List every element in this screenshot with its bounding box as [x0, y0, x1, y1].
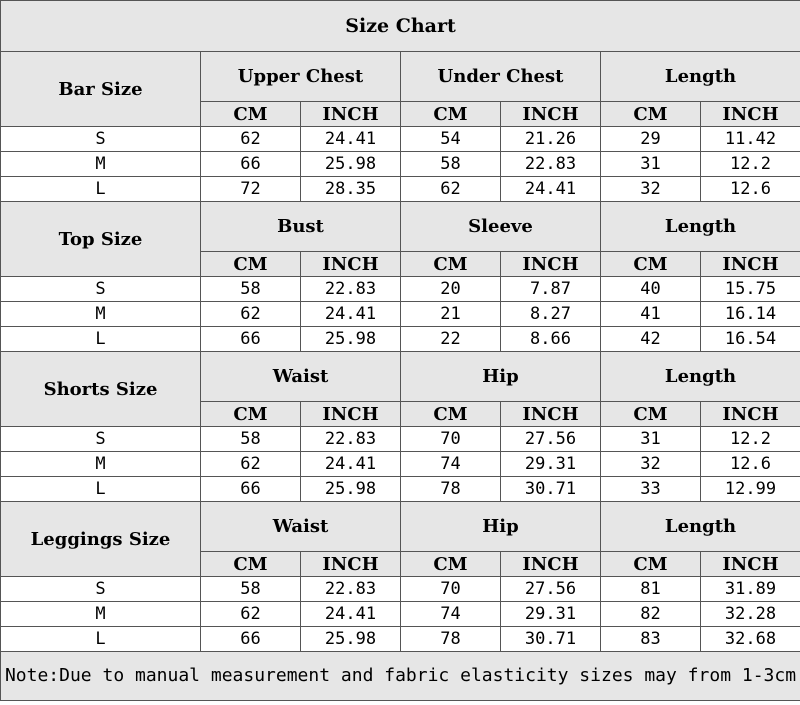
group-header: Length: [601, 502, 800, 552]
value-cell: 54: [401, 127, 501, 152]
table-row: [1, 177, 800, 202]
unit-header: CM: [201, 252, 301, 277]
table-row: [1, 302, 800, 327]
table-row: [1, 277, 800, 302]
unit-header: CM: [601, 402, 701, 427]
unit-header: CM: [201, 402, 301, 427]
unit-header: INCH: [701, 252, 800, 277]
size-cell: S: [1, 577, 201, 602]
size-cell: S: [1, 127, 201, 152]
size-cell: M: [1, 602, 201, 627]
section-label: Shorts Size: [1, 352, 201, 427]
value-cell: 33: [601, 477, 701, 502]
group-header: Waist: [201, 502, 401, 552]
table-row: [1, 152, 800, 177]
size-cell: M: [1, 452, 201, 477]
unit-header: INCH: [501, 102, 601, 127]
value-cell: 24.41: [301, 127, 401, 152]
table-row: [1, 452, 800, 477]
section-label: Top Size: [1, 202, 201, 277]
unit-header: CM: [401, 552, 501, 577]
unit-header: INCH: [301, 402, 401, 427]
group-header: Hip: [401, 352, 601, 402]
value-cell: 24.41: [501, 177, 601, 202]
value-cell: 40: [601, 277, 701, 302]
size-cell: L: [1, 627, 201, 652]
unit-header: INCH: [501, 552, 601, 577]
value-cell: 32: [601, 452, 701, 477]
unit-header: INCH: [501, 402, 601, 427]
value-cell: 12.99: [701, 477, 800, 502]
value-cell: 25.98: [301, 327, 401, 352]
value-cell: 22.83: [301, 427, 401, 452]
value-cell: 31.89: [701, 577, 800, 602]
value-cell: 66: [201, 152, 301, 177]
value-cell: 12.6: [701, 452, 800, 477]
value-cell: 22.83: [301, 277, 401, 302]
value-cell: 29.31: [501, 602, 601, 627]
value-cell: 27.56: [501, 577, 601, 602]
value-cell: 81: [601, 577, 701, 602]
size-cell: L: [1, 177, 201, 202]
value-cell: 66: [201, 327, 301, 352]
value-cell: 29.31: [501, 452, 601, 477]
table-row: [1, 327, 800, 352]
value-cell: 30.71: [501, 627, 601, 652]
unit-header: CM: [201, 552, 301, 577]
group-header: Waist: [201, 352, 401, 402]
size-cell: M: [1, 302, 201, 327]
value-cell: 24.41: [301, 602, 401, 627]
value-cell: 70: [401, 427, 501, 452]
unit-header: INCH: [701, 552, 800, 577]
unit-header: INCH: [501, 252, 601, 277]
value-cell: 21: [401, 302, 501, 327]
size-cell: M: [1, 152, 201, 177]
value-cell: 32: [601, 177, 701, 202]
value-cell: 16.54: [701, 327, 800, 352]
value-cell: 28.35: [301, 177, 401, 202]
value-cell: 58: [201, 427, 301, 452]
value-cell: 22.83: [501, 152, 601, 177]
unit-header: INCH: [301, 252, 401, 277]
group-header: Sleeve: [401, 202, 601, 252]
value-cell: 25.98: [301, 477, 401, 502]
value-cell: 58: [201, 577, 301, 602]
table-row: [1, 427, 800, 452]
value-cell: 72: [201, 177, 301, 202]
value-cell: 62: [201, 452, 301, 477]
value-cell: 27.56: [501, 427, 601, 452]
group-header: Under Chest: [401, 52, 601, 102]
value-cell: 22.83: [301, 577, 401, 602]
unit-header: CM: [401, 252, 501, 277]
unit-header: CM: [601, 102, 701, 127]
value-cell: 66: [201, 627, 301, 652]
unit-header: CM: [601, 252, 701, 277]
table-row: [1, 577, 800, 602]
table-row: [1, 627, 800, 652]
unit-header: CM: [601, 552, 701, 577]
value-cell: 42: [601, 327, 701, 352]
section-label: Leggings Size: [1, 502, 201, 577]
group-header: Length: [601, 352, 800, 402]
size-cell: S: [1, 427, 201, 452]
value-cell: 62: [201, 602, 301, 627]
value-cell: 8.66: [501, 327, 601, 352]
value-cell: 58: [201, 277, 301, 302]
unit-header: CM: [401, 102, 501, 127]
value-cell: 32.68: [701, 627, 800, 652]
table-row: [1, 127, 800, 152]
value-cell: 25.98: [301, 627, 401, 652]
value-cell: 21.26: [501, 127, 601, 152]
group-header: Length: [601, 202, 800, 252]
group-header: Length: [601, 52, 800, 102]
value-cell: 22: [401, 327, 501, 352]
size-cell: L: [1, 327, 201, 352]
unit-header: INCH: [701, 102, 800, 127]
value-cell: 62: [401, 177, 501, 202]
value-cell: 15.75: [701, 277, 800, 302]
unit-header: CM: [201, 102, 301, 127]
value-cell: 12.2: [701, 427, 800, 452]
value-cell: 20: [401, 277, 501, 302]
measurement-note: Note:Due to manual measurement and fabric elasticity sizes may from 1-3cm: [1, 652, 800, 701]
value-cell: 62: [201, 127, 301, 152]
value-cell: 12.2: [701, 152, 800, 177]
table-row: [1, 477, 800, 502]
table-row: [1, 602, 800, 627]
value-cell: 29: [601, 127, 701, 152]
value-cell: 70: [401, 577, 501, 602]
value-cell: 78: [401, 627, 501, 652]
value-cell: 31: [601, 152, 701, 177]
value-cell: 74: [401, 452, 501, 477]
value-cell: 8.27: [501, 302, 601, 327]
unit-header: CM: [401, 402, 501, 427]
value-cell: 16.14: [701, 302, 800, 327]
group-header: Hip: [401, 502, 601, 552]
value-cell: 74: [401, 602, 501, 627]
value-cell: 66: [201, 477, 301, 502]
group-header: Upper Chest: [201, 52, 401, 102]
group-header: Bust: [201, 202, 401, 252]
value-cell: 83: [601, 627, 701, 652]
value-cell: 24.41: [301, 302, 401, 327]
value-cell: 31: [601, 427, 701, 452]
unit-header: INCH: [701, 402, 800, 427]
value-cell: 7.87: [501, 277, 601, 302]
value-cell: 30.71: [501, 477, 601, 502]
section-label: Bar Size: [1, 52, 201, 127]
value-cell: 12.6: [701, 177, 800, 202]
size-chart-body: [1, 1, 800, 701]
value-cell: 78: [401, 477, 501, 502]
value-cell: 41: [601, 302, 701, 327]
value-cell: 25.98: [301, 152, 401, 177]
value-cell: 32.28: [701, 602, 800, 627]
chart-title: Size Chart: [1, 1, 800, 52]
unit-header: INCH: [301, 552, 401, 577]
value-cell: 82: [601, 602, 701, 627]
size-cell: L: [1, 477, 201, 502]
size-cell: S: [1, 277, 201, 302]
value-cell: 58: [401, 152, 501, 177]
value-cell: 24.41: [301, 452, 401, 477]
unit-header: INCH: [301, 102, 401, 127]
value-cell: 62: [201, 302, 301, 327]
value-cell: 11.42: [701, 127, 800, 152]
